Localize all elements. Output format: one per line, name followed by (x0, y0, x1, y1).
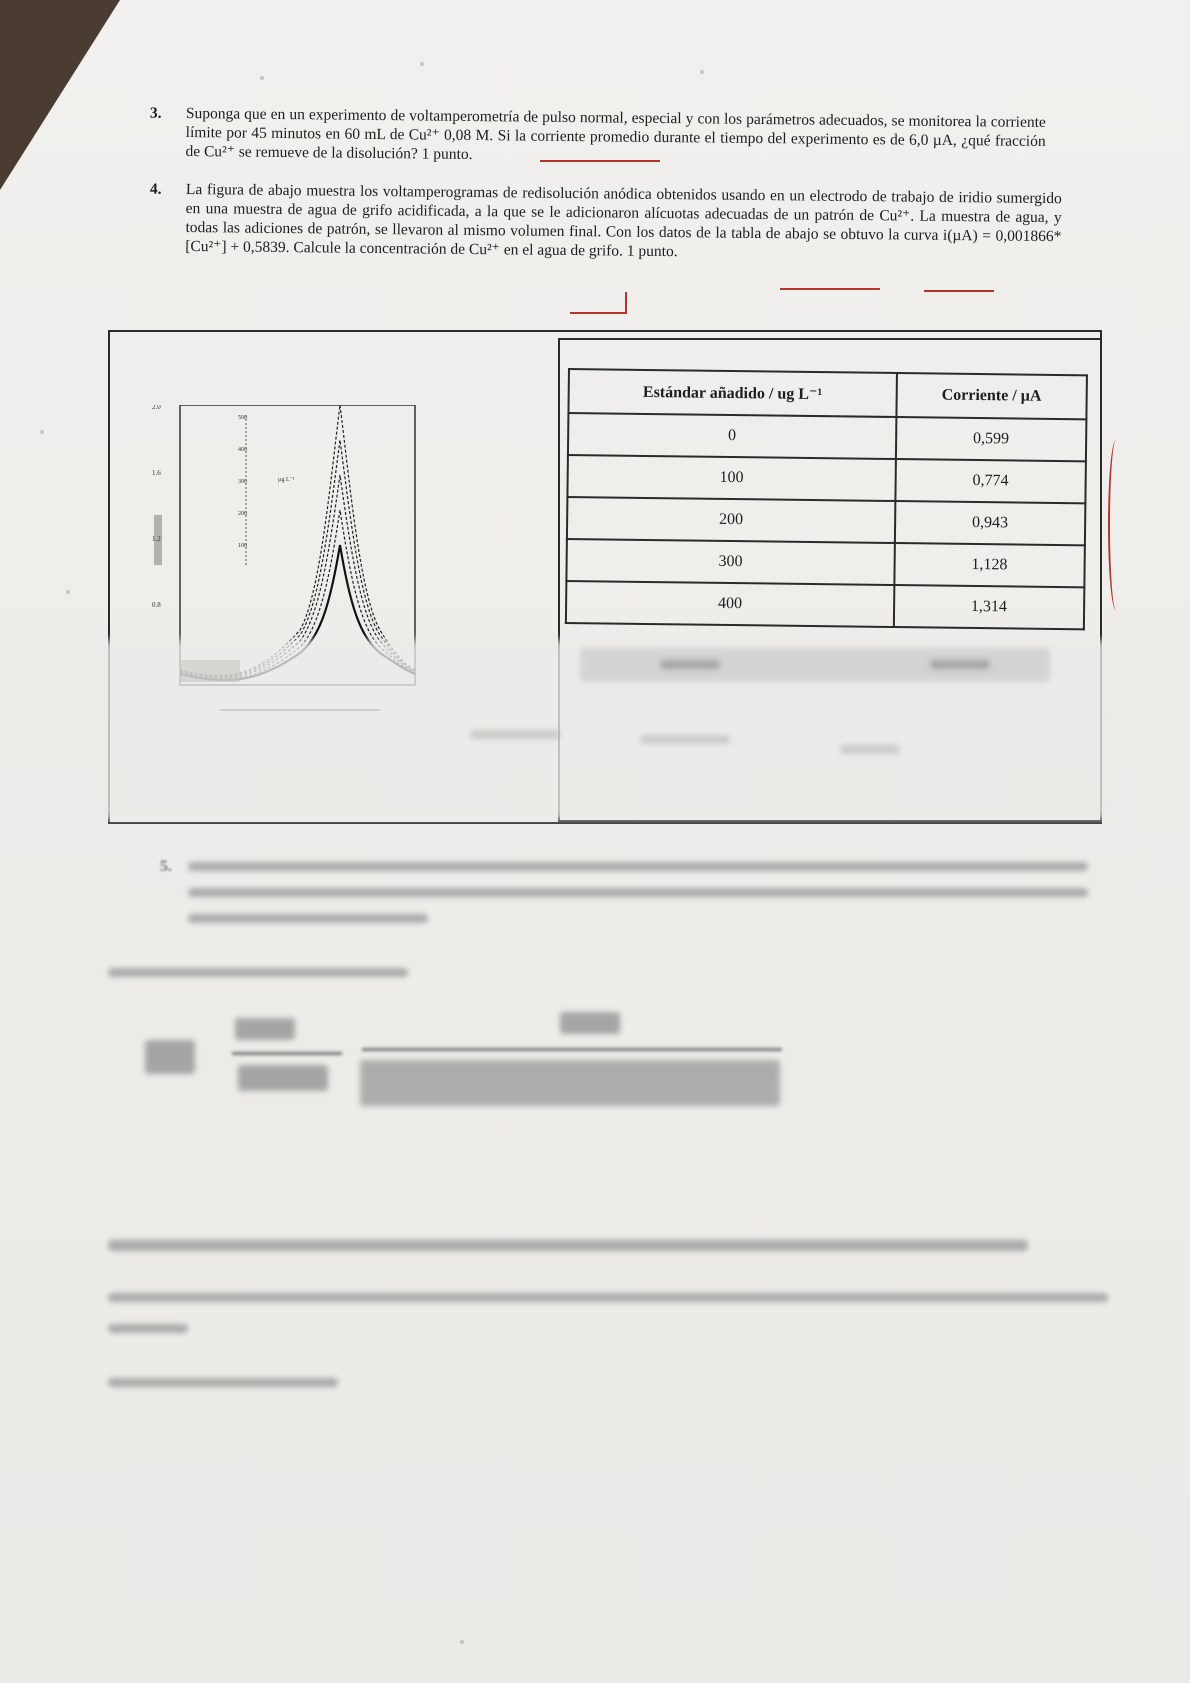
cell-current: 0,599 (896, 417, 1087, 461)
pen-mark (625, 292, 627, 314)
paper-speck (40, 430, 44, 434)
table-row (567, 497, 1085, 545)
cell-standard: 300 (566, 539, 894, 585)
blurred-question-5-line (188, 888, 1088, 897)
pen-mark (570, 312, 626, 314)
blurred-text (840, 745, 900, 754)
blurred-equation (238, 1065, 328, 1091)
legend-label: 400 (238, 447, 247, 453)
cell-current: 0,774 (895, 459, 1086, 503)
y-tick-label: 1.2 (152, 535, 161, 543)
blurred-question-5-line (188, 914, 428, 923)
table-row (567, 455, 1085, 503)
pen-bracket (1108, 440, 1124, 610)
page-corner-shadow (0, 0, 120, 190)
legend-label: 500 (238, 415, 247, 421)
table-header-row (568, 369, 1086, 419)
question-4 (149, 180, 1062, 265)
cell-current: 1,128 (894, 543, 1085, 587)
table-row (568, 413, 1086, 461)
paper-speck (66, 590, 70, 594)
legend-unit: µg L⁻¹ (278, 477, 295, 483)
pen-underline (540, 160, 660, 162)
fraction-bar (232, 1052, 342, 1055)
pen-underline (780, 288, 880, 290)
question-4-text: La figura de abajo muestra los voltamperogramas de redisolución anódica obtenidos usando en un electrodo de trabajo de iridio sumergido en una muestra de agua de grifo acidificada, a la que se le adicionaron alícuotas adecuadas de un patrón de Cu²⁺. La muestra de agua, y todas las adiciones de patrón, se llevaron al mismo volumen final. Con los datos de la tabla de abajo se obtuvo la curva i(µA) = 0,001866*[Cu²⁺] + 0,5839. Calcule la concentración de Cu²⁺ en el agua de grifo. 1 punto. (185, 180, 1062, 261)
question-3-text: Suponga que en un experimento de voltamperometría de pulso normal, especial y con los parámetros adecuados, se monitorea la corriente límite por 45 minutos en 60 mL de Cu²⁺ 0,08 M. Si la corriente promedio durante el tiempo del experimento es de 6,0 µA, ¿qué fracción de Cu²⁺ se remueve de la disolución? 1 punto. (185, 104, 1046, 164)
column-header: Estándar añadido / ug L⁻¹ (568, 369, 896, 417)
blurred-text (930, 660, 990, 669)
blurred-equation (360, 1060, 780, 1106)
pen-underline (924, 290, 994, 292)
blurred-text (108, 1293, 1108, 1302)
y-tick-label: 2.0 (152, 405, 161, 411)
question-4-number: 4. (149, 180, 162, 198)
cell-current: 0,943 (895, 501, 1086, 545)
paper-speck (460, 1640, 464, 1644)
cell-standard: 200 (567, 497, 895, 543)
table-row (566, 581, 1084, 629)
paper-speck (260, 76, 264, 80)
blurred-text (108, 968, 408, 977)
blurred-section-heading (108, 1240, 1028, 1251)
blurred-text (108, 1378, 338, 1387)
blurred-equation (235, 1018, 295, 1040)
cell-standard: 0 (568, 413, 896, 459)
question-3-number: 3. (149, 104, 162, 122)
legend-label: 300 (238, 479, 247, 485)
cell-current: 1,314 (894, 585, 1085, 629)
y-tick-label: 0.8 (152, 601, 161, 609)
standard-addition-table (565, 368, 1088, 630)
blurred-text (660, 660, 720, 669)
legend-label: 100 (238, 543, 247, 549)
paper-speck (700, 70, 704, 74)
question-5-number: 5. (160, 858, 172, 875)
legend-label: 200 (238, 511, 247, 517)
cell-standard: 400 (566, 581, 894, 627)
blurred-text (470, 730, 560, 739)
column-header: Corriente / µA (896, 373, 1087, 419)
table-row (566, 539, 1084, 587)
paper-speck (420, 62, 424, 66)
blurred-question-5-line (188, 862, 1088, 871)
blurred-text (108, 1324, 188, 1333)
y-tick-label: 1.6 (152, 469, 161, 477)
blurred-text (640, 735, 730, 744)
blurred-equation (560, 1012, 620, 1034)
fraction-bar (362, 1048, 782, 1051)
blurred-equation (145, 1040, 195, 1074)
cell-standard: 100 (567, 455, 895, 501)
voltammogram-curve-500 (180, 405, 415, 676)
